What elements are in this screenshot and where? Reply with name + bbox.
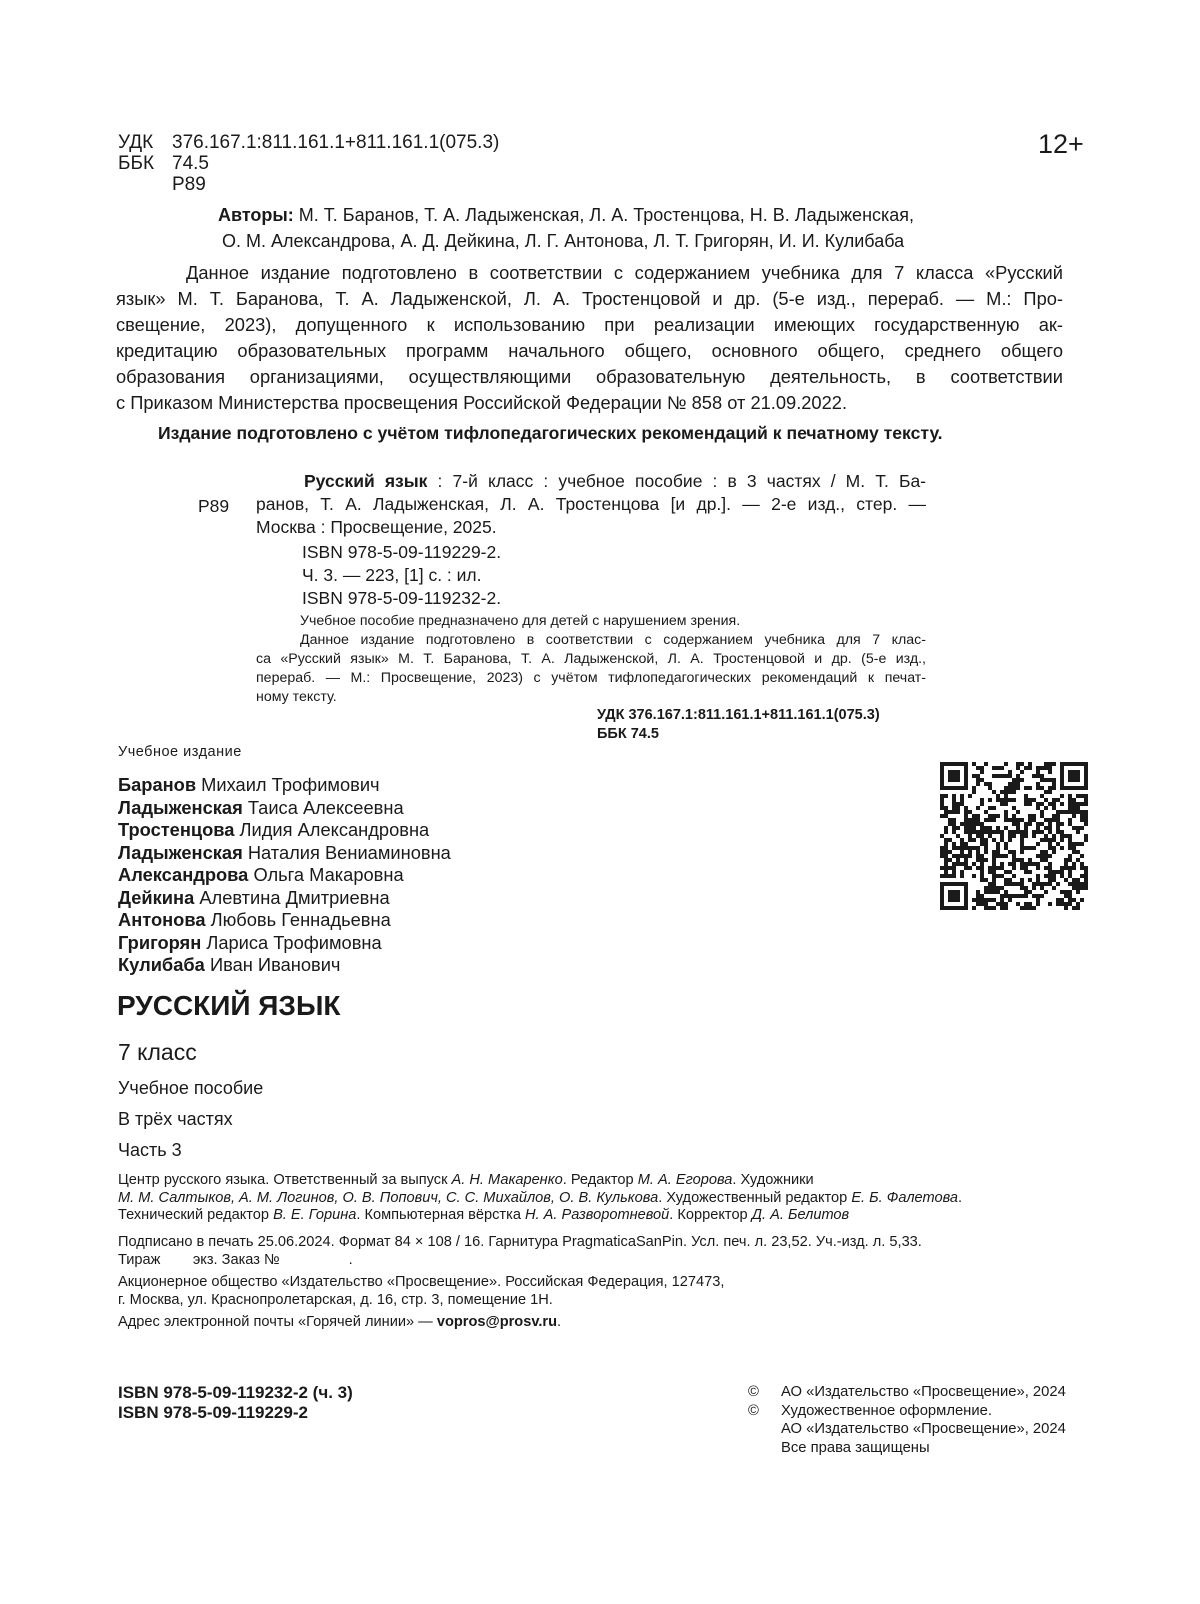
catalog-entry [256, 470, 926, 539]
bbk-line [118, 153, 209, 174]
author-name: Тростенцова Лидия Александровна [118, 819, 430, 840]
print-info [118, 1234, 922, 1269]
bbk-value: 74.5 [172, 153, 209, 174]
intro-line: язык» М. Т. Баранова, Т. А. Ладыженской, Л. А. Тростенцовой и др. (5-е изд., перераб. — М.: Про- [116, 288, 1063, 309]
author-list [118, 774, 451, 977]
authors-label: Авторы: [218, 205, 294, 225]
copyright-line: АО «Издательство «Просвещение», 2024 [781, 1421, 1066, 1437]
publisher-line: Акционерное общество «Издательство «Просвещение». Российская Федерация, 127473, [118, 1274, 725, 1290]
book-title: РУССКИЙ ЯЗЫК [117, 990, 341, 1021]
authors-line-2: О. М. Александрова, А. Д. Дейкина, Л. Г. Антонова, Л. Т. Григорян, И. И. Кулибаба [222, 231, 905, 251]
publisher-line: г. Москва, ул. Краснопролетарская, д. 16, стр. 3, помещение 1Н. [118, 1291, 553, 1308]
catalog-isbn-set: ISBN 978-5-09-119229-2. [302, 542, 502, 562]
intro-line: образования организациями, осуществляющими образовательную деятельность, в соответствии [116, 366, 1063, 387]
isbn-line: ISBN 978-5-09-119232-2 (ч. 3) [118, 1383, 353, 1402]
udk-label: УДК [118, 132, 154, 153]
intro-line: Данное издание подготовлено в соответствии с содержанием учебника для 7 класса «Русский [186, 262, 1063, 283]
qr-code-icon [940, 762, 1088, 910]
author-name: Дейкина Алевтина Дмитриевна [118, 886, 390, 908]
book-type: Учебное пособие [118, 1078, 264, 1098]
credits-line: Технический редактор В. Е. Горина. Компьютерная вёрстка Н. А. Разворотневой. Корректор Д. А. Белитов [118, 1207, 850, 1223]
authors-names-1: М. Т. Баранов, Т. А. Ладыженская, Л. А. Тростенцова, Н. В. Ладыженская, [298, 205, 915, 225]
edition-label: Учебное издание [118, 744, 242, 760]
catalog-note-line: са «Русский язык» М. Т. Баранова, Т. А. Ладыженской, Л. А. Тростенцовой и др. (5-е изд., [256, 651, 926, 667]
author-name: Ладыженская Таиса Алексеевна [118, 796, 404, 818]
catalog-line-2: ранов, Т. А. Ладыженская, Л. А. Тростенцова [и др.]. — 2-е изд., стер. — [256, 494, 926, 514]
intro-paragraph [116, 260, 1063, 416]
copyright-block [748, 1383, 1066, 1457]
book-parts: В трёх частях [118, 1109, 233, 1129]
author-name: Кулибаба Иван Иванович [118, 954, 341, 975]
catalog-bbk: ББК 74.5 [597, 726, 659, 742]
isbn-line: ISBN 978-5-09-119229-2 [118, 1403, 308, 1422]
intro-line: с Приказом Министерства просвещения Российской Федерации № 858 от 21.09.2022. [116, 392, 848, 413]
copyright-line: © АО «Издательство «Просвещение», 2024 [748, 1384, 1066, 1400]
publisher-info [118, 1274, 724, 1309]
email-link[interactable]: vopros@prosv.ru [436, 1314, 558, 1330]
author-name: Александрова Ольга Макаровна [118, 864, 404, 885]
catalog-line-1: Русский язык : 7-й класс : учебное пособие : в 3 частях / М. Т. Ба- [304, 471, 927, 491]
credits-line: Центр русского языка. Ответственный за выпуск А. Н. Макаренко. Редактор М. А. Егорова. Художники [118, 1172, 814, 1188]
catalog-line-3: Москва : Просвещение, 2025. [256, 517, 497, 537]
catalog-note-line: Данное издание подготовлено в соответствии с содержанием учебника для 7 клас- [300, 632, 926, 648]
catalog-note [256, 612, 926, 707]
catalog-udk: УДК 376.167.1:811.161.1+811.161.1(075.3) [597, 707, 880, 723]
catalog-isbn-part: ISBN 978-5-09-119232-2. [302, 588, 502, 608]
print-line: Тираж экз. Заказ № . [118, 1251, 353, 1268]
credits-line: М. М. Салтыков, А. М. Логинов, О. В. Попович, С. С. Михайлов, О. В. Кулькова. Художественный редактор Е. Б. Фалетова. [118, 1189, 963, 1206]
credits-block [118, 1172, 962, 1225]
catalog-note-line: Учебное пособие предназначено для детей с нарушением зрения. [300, 613, 741, 629]
udk-line [118, 132, 499, 153]
catalog-note-line: ному тексту. [256, 689, 337, 705]
bbk-label: ББК [118, 153, 155, 174]
intro-line: свещение, 2023), допущенного к использованию при реализации имеющих государственную ак- [116, 314, 1063, 335]
copyright-line: Все права защищены [781, 1439, 930, 1456]
tiflo-note: Издание подготовлено с учётом тифлопедагогических рекомендаций к печатному тексту. [158, 423, 943, 443]
catalog-mark: Р89 [198, 496, 230, 516]
age-rating: 12+ [1038, 129, 1084, 159]
author-name: Григорян Лариса Трофимовна [118, 931, 382, 953]
authors-line-1 [218, 202, 914, 228]
catalog-title: Русский язык [304, 471, 428, 491]
copyright-symbol: © [748, 1402, 759, 1419]
catalog-isbn-block [302, 541, 501, 610]
email-line: Адрес электронной почты «Горячей линии» — vopros@prosv.ru. [118, 1314, 562, 1330]
catalog-part: Ч. 3. — 223, [1] с. : ил. [302, 565, 482, 585]
catalog-note-line: перераб. — М.: Просвещение, 2023) с учётом тифлопедагогических рекомендаций к печат- [256, 670, 926, 686]
copyright-symbol: © [748, 1384, 759, 1400]
intro-line: кредитацию образовательных программ начального общего, основного общего, среднего общего [116, 340, 1063, 361]
author-mark: Р89 [172, 174, 206, 195]
book-part: Часть 3 [118, 1140, 182, 1160]
author-name: Баранов Михаил Трофимович [118, 774, 380, 795]
print-line: Подписано в печать 25.06.2024. Формат 84 × 108 / 16. Гарнитура PragmaticaSanPin. Усл. печ. л. 23,52. Уч.-изд. л. 5,33. [118, 1234, 922, 1250]
author-name: Антонова Любовь Геннадьевна [118, 909, 391, 930]
copyright-line: © Художественное оформление. [748, 1402, 992, 1419]
book-grade: 7 класс [118, 1039, 197, 1065]
isbn-block [118, 1383, 353, 1423]
udk-value: 376.167.1:811.161.1+811.161.1(075.3) [172, 132, 500, 153]
author-name: Ладыженская Наталия Вениаминовна [118, 841, 451, 863]
